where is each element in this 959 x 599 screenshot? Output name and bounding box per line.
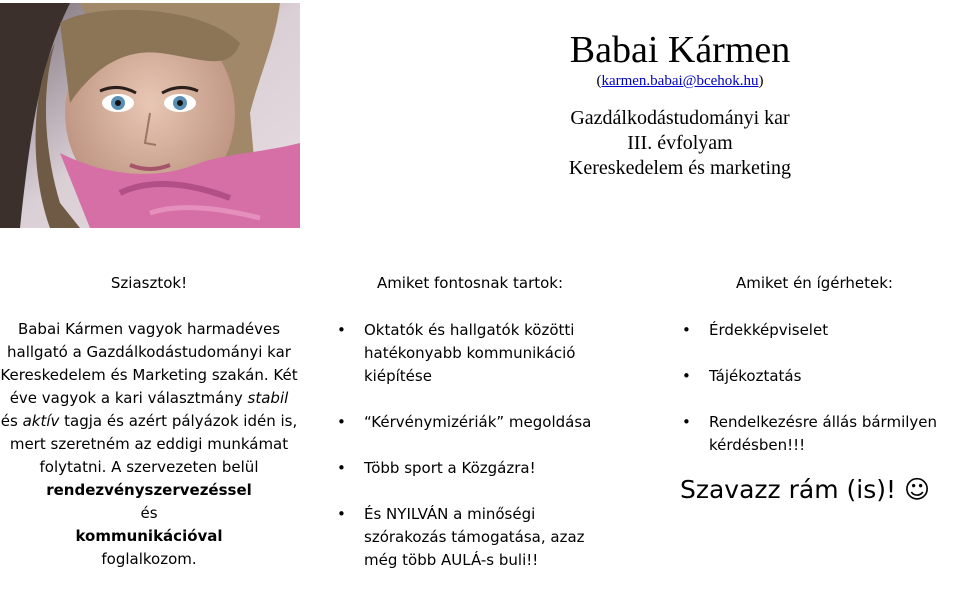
list-item-text: Oktatók és hallgatók közötti hatékonyabb kommunikáció kiépítése [364,321,576,385]
profile-photo [0,3,300,228]
bullet-icon: • [337,413,346,431]
list-item-text: Több sport a Közgázra! [364,459,536,477]
list-item [670,365,959,388]
student-info [480,106,880,181]
major: Kereskedelem és marketing [568,157,792,179]
promises-column [670,272,959,505]
list-item [325,457,615,480]
priorities-heading: Amiket fontosnak tartok: [376,274,564,292]
priorities-list [325,319,615,572]
promises-list [670,319,959,457]
intro-part-3: foglalkozom. [101,550,197,568]
list-item [325,319,615,388]
intro-kommunikacio: kommunikációval [75,527,223,545]
vote-slogan: Szavazz rám (is)! ☺ [680,475,931,504]
bullet-icon: • [682,413,691,431]
list-item-text: Érdekképviselet [709,321,829,339]
intro-part-2: tagja és azért pályázok idén is, mert szeretném az eddigi munkámat folytatni. A szervezeten belül [9,412,298,476]
bullet-icon: • [682,367,691,385]
list-item-text: És NYILVÁN a minőségi szórakozás támogatása, azaz még több AULÁ-s buli!! [364,505,585,569]
year: III. évfolyam [627,132,733,154]
list-item-text: “Kérvénymizériák” megoldása [364,413,592,431]
list-item-text: Tájékoztatás [709,367,802,385]
intro-text [0,318,298,571]
intro-stabil: stabil [247,389,289,407]
faculty: Gazdálkodástudományi kar [570,107,790,129]
intro-rendezveny: rendezvényszervezéssel [46,481,252,499]
intro-part-1: Babai Kármen vagyok harmadéves hallgató a Gazdálkodástudományi kar Kereskedelem és Marketing szakán. Két éve vagyok a kari választmány [0,320,298,407]
list-item [670,319,959,342]
email-line [480,72,880,90]
header [480,30,880,181]
paren-close: ) [758,73,764,89]
intro-es: és [0,412,23,430]
bullet-icon: • [337,505,346,523]
greeting: Sziasztok! [110,274,188,292]
bullet-icon: • [682,321,691,339]
bullet-icon: • [337,321,346,339]
intro-column [0,272,298,571]
page-title: Babai Kármen [569,29,791,71]
list-item [670,411,959,457]
intro-aktiv: aktív [22,412,60,430]
promises-heading: Amiket én ígérhetek: [736,274,893,292]
priorities-column [325,272,615,595]
list-item-text: Rendelkezésre állás bármilyen kérdésben!!! [709,413,938,454]
paren-open: ( [596,73,602,89]
list-item [325,411,615,434]
bullet-icon: • [337,459,346,477]
intro-es-2: és [140,504,158,522]
list-item [325,503,615,572]
email-link[interactable]: karmen.babai@bcehok.hu [601,73,759,89]
portrait-image [0,3,300,228]
